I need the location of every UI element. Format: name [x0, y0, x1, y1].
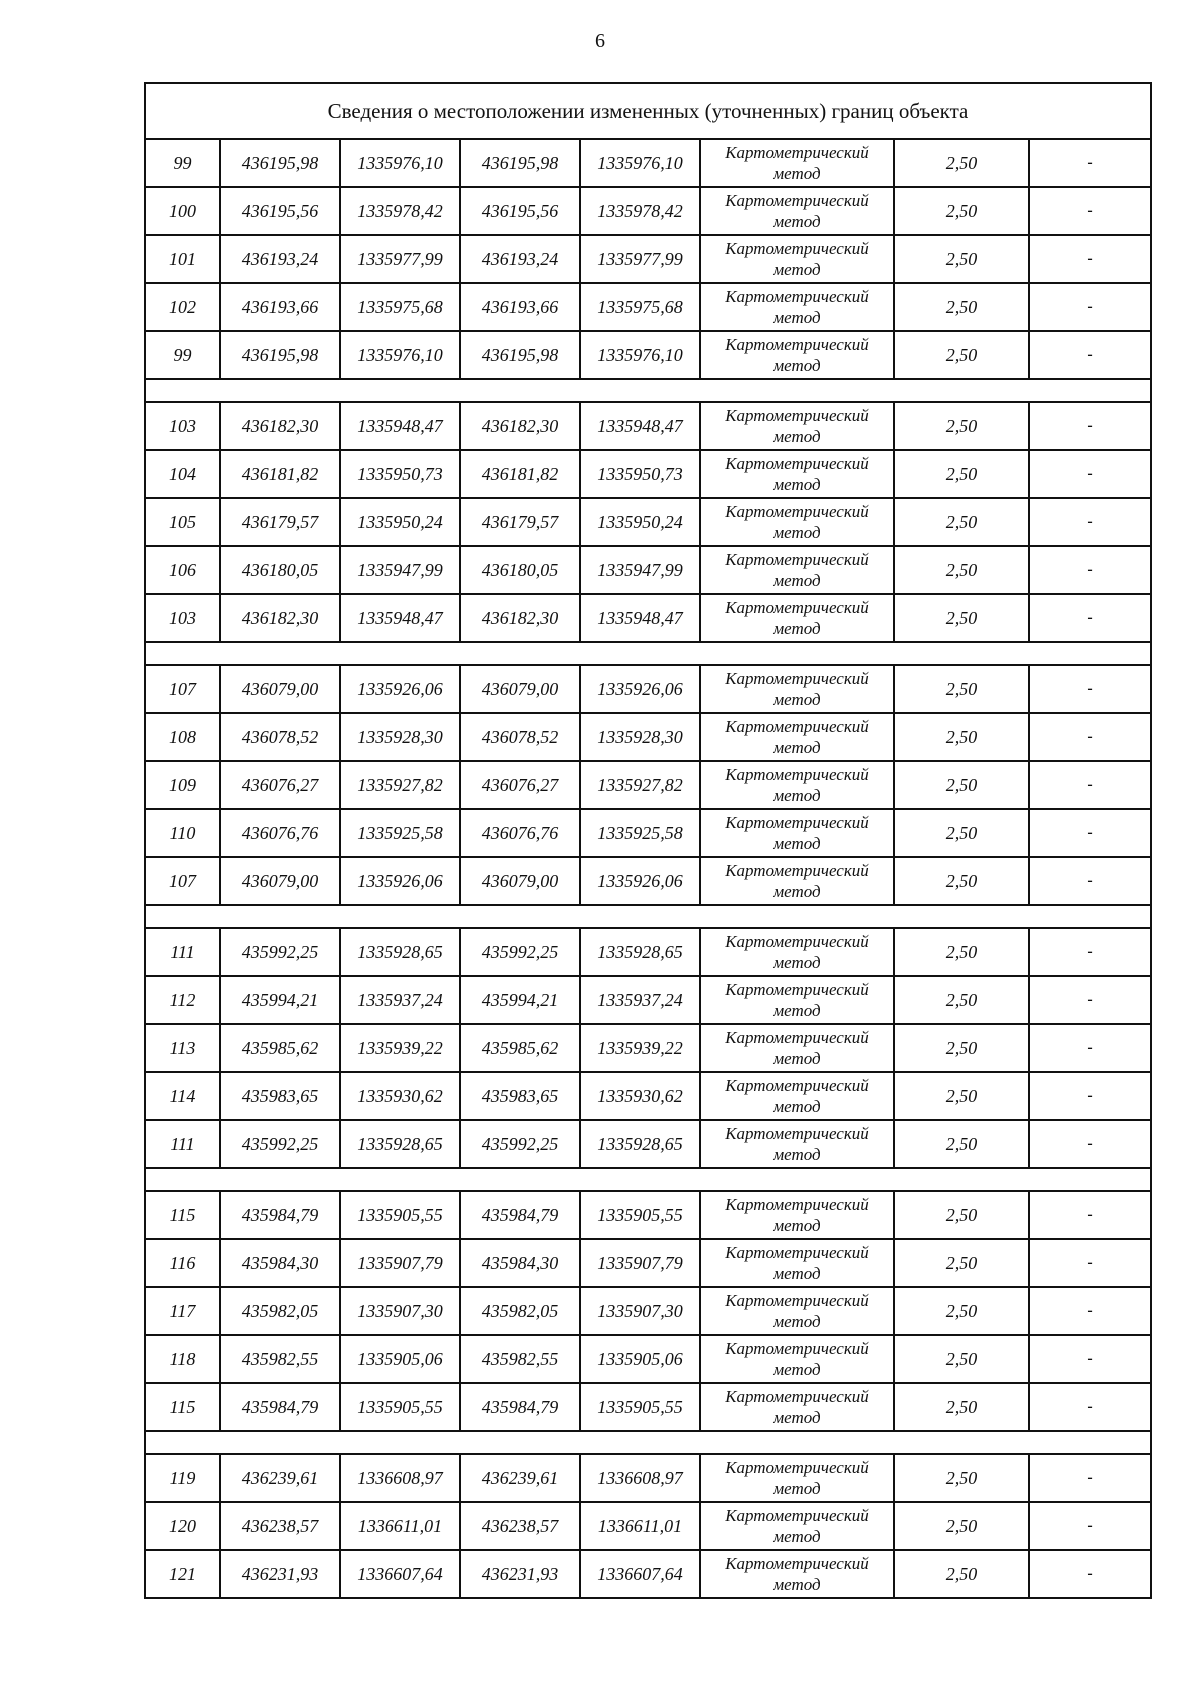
y-refined-cell: 1335905,55: [580, 1383, 700, 1431]
method-cell: Картометрический метод: [700, 402, 894, 450]
y-existing-cell: 1335948,47: [340, 594, 460, 642]
table-title-row: [145, 83, 1151, 139]
description-cell: -: [1029, 1287, 1151, 1335]
x-refined-cell: 436239,61: [460, 1454, 580, 1502]
description-cell: -: [1029, 761, 1151, 809]
table-row: [145, 187, 1151, 235]
table-row: [145, 450, 1151, 498]
accuracy-cell: 2,50: [894, 594, 1029, 642]
x-refined-cell: 435984,79: [460, 1191, 580, 1239]
description-cell: -: [1029, 139, 1151, 187]
y-refined-cell: 1335905,06: [580, 1335, 700, 1383]
method-cell: Картометрический метод: [700, 1120, 894, 1168]
y-existing-cell: 1335977,99: [340, 235, 460, 283]
x-refined-cell: 436195,56: [460, 187, 580, 235]
y-existing-cell: 1335978,42: [340, 187, 460, 235]
table-row: [145, 761, 1151, 809]
accuracy-cell: 2,50: [894, 1335, 1029, 1383]
method-cell: Картометрический метод: [700, 235, 894, 283]
point-number-cell: 118: [145, 1335, 220, 1383]
method-cell: Картометрический метод: [700, 1287, 894, 1335]
x-existing-cell: 435984,30: [220, 1239, 340, 1287]
y-existing-cell: 1335948,47: [340, 402, 460, 450]
description-cell: -: [1029, 1072, 1151, 1120]
y-refined-cell: 1335907,79: [580, 1239, 700, 1287]
table-row: [145, 1550, 1151, 1598]
description-cell: -: [1029, 713, 1151, 761]
group-separator: [145, 1168, 1151, 1191]
table-row: [145, 235, 1151, 283]
point-number-cell: 109: [145, 761, 220, 809]
method-cell: Картометрический метод: [700, 665, 894, 713]
accuracy-cell: 2,50: [894, 1120, 1029, 1168]
y-refined-cell: 1335928,65: [580, 928, 700, 976]
point-number-cell: 108: [145, 713, 220, 761]
table-row: [145, 928, 1151, 976]
table-row: [145, 976, 1151, 1024]
point-number-cell: 99: [145, 331, 220, 379]
y-existing-cell: 1335907,30: [340, 1287, 460, 1335]
group-separator: [145, 642, 1151, 665]
y-existing-cell: 1335905,55: [340, 1383, 460, 1431]
x-existing-cell: 435982,55: [220, 1335, 340, 1383]
x-refined-cell: 435984,30: [460, 1239, 580, 1287]
description-cell: -: [1029, 235, 1151, 283]
x-refined-cell: 436195,98: [460, 331, 580, 379]
y-refined-cell: 1335950,24: [580, 498, 700, 546]
method-cell: Картометрический метод: [700, 1335, 894, 1383]
description-cell: -: [1029, 1383, 1151, 1431]
description-cell: -: [1029, 665, 1151, 713]
description-cell: -: [1029, 546, 1151, 594]
group-separator-row: [145, 1168, 1151, 1191]
y-refined-cell: 1336608,97: [580, 1454, 700, 1502]
table-row: [145, 283, 1151, 331]
point-number-cell: 105: [145, 498, 220, 546]
accuracy-cell: 2,50: [894, 331, 1029, 379]
table-row: [145, 1502, 1151, 1550]
method-cell: Картометрический метод: [700, 594, 894, 642]
description-cell: -: [1029, 1335, 1151, 1383]
x-refined-cell: 436179,57: [460, 498, 580, 546]
y-refined-cell: 1335925,58: [580, 809, 700, 857]
point-number-cell: 121: [145, 1550, 220, 1598]
y-existing-cell: 1335976,10: [340, 331, 460, 379]
y-refined-cell: 1336607,64: [580, 1550, 700, 1598]
y-existing-cell: 1336611,01: [340, 1502, 460, 1550]
accuracy-cell: 2,50: [894, 1239, 1029, 1287]
table-row: [145, 1335, 1151, 1383]
y-existing-cell: 1335947,99: [340, 546, 460, 594]
y-existing-cell: 1335975,68: [340, 283, 460, 331]
boundary-coordinates-table: [144, 82, 1152, 1599]
table-title: Сведения о местоположении измененных (уточненных) границ объекта: [145, 83, 1151, 139]
accuracy-cell: 2,50: [894, 761, 1029, 809]
x-refined-cell: 436181,82: [460, 450, 580, 498]
description-cell: -: [1029, 1191, 1151, 1239]
method-cell: Картометрический метод: [700, 928, 894, 976]
accuracy-cell: 2,50: [894, 1024, 1029, 1072]
x-existing-cell: 436076,76: [220, 809, 340, 857]
x-existing-cell: 435982,05: [220, 1287, 340, 1335]
y-existing-cell: 1335930,62: [340, 1072, 460, 1120]
x-refined-cell: 436193,66: [460, 283, 580, 331]
y-existing-cell: 1335907,79: [340, 1239, 460, 1287]
y-existing-cell: 1336608,97: [340, 1454, 460, 1502]
method-cell: Картометрический метод: [700, 498, 894, 546]
point-number-cell: 111: [145, 928, 220, 976]
x-existing-cell: 436195,56: [220, 187, 340, 235]
group-separator-row: [145, 1431, 1151, 1454]
point-number-cell: 102: [145, 283, 220, 331]
table-row: [145, 857, 1151, 905]
description-cell: -: [1029, 450, 1151, 498]
accuracy-cell: 2,50: [894, 713, 1029, 761]
x-refined-cell: 436079,00: [460, 857, 580, 905]
x-refined-cell: 436193,24: [460, 235, 580, 283]
x-refined-cell: 435992,25: [460, 928, 580, 976]
y-existing-cell: 1335928,65: [340, 928, 460, 976]
point-number-cell: 103: [145, 594, 220, 642]
accuracy-cell: 2,50: [894, 809, 1029, 857]
method-cell: Картометрический метод: [700, 857, 894, 905]
x-refined-cell: 436182,30: [460, 594, 580, 642]
description-cell: -: [1029, 498, 1151, 546]
x-existing-cell: 436079,00: [220, 665, 340, 713]
y-refined-cell: 1335930,62: [580, 1072, 700, 1120]
y-refined-cell: 1335926,06: [580, 857, 700, 905]
accuracy-cell: 2,50: [894, 283, 1029, 331]
table-row: [145, 1383, 1151, 1431]
y-existing-cell: 1335950,73: [340, 450, 460, 498]
x-existing-cell: 436195,98: [220, 139, 340, 187]
table-row: [145, 1120, 1151, 1168]
method-cell: Картометрический метод: [700, 1239, 894, 1287]
accuracy-cell: 2,50: [894, 546, 1029, 594]
y-refined-cell: 1335907,30: [580, 1287, 700, 1335]
accuracy-cell: 2,50: [894, 1550, 1029, 1598]
accuracy-cell: 2,50: [894, 1383, 1029, 1431]
point-number-cell: 111: [145, 1120, 220, 1168]
point-number-cell: 101: [145, 235, 220, 283]
x-refined-cell: 435992,25: [460, 1120, 580, 1168]
x-existing-cell: 435994,21: [220, 976, 340, 1024]
y-refined-cell: 1335975,68: [580, 283, 700, 331]
point-number-cell: 116: [145, 1239, 220, 1287]
description-cell: -: [1029, 1502, 1151, 1550]
x-existing-cell: 435984,79: [220, 1383, 340, 1431]
description-cell: -: [1029, 809, 1151, 857]
description-cell: -: [1029, 928, 1151, 976]
x-existing-cell: 435984,79: [220, 1191, 340, 1239]
y-refined-cell: 1335948,47: [580, 402, 700, 450]
accuracy-cell: 2,50: [894, 1072, 1029, 1120]
accuracy-cell: 2,50: [894, 665, 1029, 713]
accuracy-cell: 2,50: [894, 450, 1029, 498]
x-existing-cell: 436193,66: [220, 283, 340, 331]
method-cell: Картометрический метод: [700, 1454, 894, 1502]
y-refined-cell: 1335978,42: [580, 187, 700, 235]
y-refined-cell: 1335926,06: [580, 665, 700, 713]
accuracy-cell: 2,50: [894, 857, 1029, 905]
x-refined-cell: 435982,05: [460, 1287, 580, 1335]
accuracy-cell: 2,50: [894, 976, 1029, 1024]
accuracy-cell: 2,50: [894, 1191, 1029, 1239]
group-separator: [145, 379, 1151, 402]
x-existing-cell: 436180,05: [220, 546, 340, 594]
description-cell: -: [1029, 976, 1151, 1024]
x-refined-cell: 436079,00: [460, 665, 580, 713]
table-row: [145, 809, 1151, 857]
description-cell: -: [1029, 402, 1151, 450]
y-refined-cell: 1335928,30: [580, 713, 700, 761]
accuracy-cell: 2,50: [894, 1287, 1029, 1335]
method-cell: Картометрический метод: [700, 761, 894, 809]
x-existing-cell: 436182,30: [220, 402, 340, 450]
description-cell: -: [1029, 1454, 1151, 1502]
method-cell: Картометрический метод: [700, 1024, 894, 1072]
page-number: 6: [595, 30, 605, 52]
x-existing-cell: 436195,98: [220, 331, 340, 379]
point-number-cell: 104: [145, 450, 220, 498]
table-row: [145, 1191, 1151, 1239]
method-cell: Картометрический метод: [700, 1191, 894, 1239]
x-refined-cell: 436076,76: [460, 809, 580, 857]
table-row: [145, 594, 1151, 642]
x-refined-cell: 435984,79: [460, 1383, 580, 1431]
x-refined-cell: 435994,21: [460, 976, 580, 1024]
table-row: [145, 546, 1151, 594]
accuracy-cell: 2,50: [894, 235, 1029, 283]
description-cell: -: [1029, 331, 1151, 379]
x-refined-cell: 436076,27: [460, 761, 580, 809]
method-cell: Картометрический метод: [700, 331, 894, 379]
point-number-cell: 115: [145, 1383, 220, 1431]
x-refined-cell: 435983,65: [460, 1072, 580, 1120]
point-number-cell: 103: [145, 402, 220, 450]
method-cell: Картометрический метод: [700, 139, 894, 187]
table-row: [145, 402, 1151, 450]
x-existing-cell: 436239,61: [220, 1454, 340, 1502]
method-cell: Картометрический метод: [700, 1072, 894, 1120]
y-existing-cell: 1335925,58: [340, 809, 460, 857]
description-cell: -: [1029, 594, 1151, 642]
y-refined-cell: 1335976,10: [580, 139, 700, 187]
y-existing-cell: 1335926,06: [340, 665, 460, 713]
point-number-cell: 115: [145, 1191, 220, 1239]
point-number-cell: 113: [145, 1024, 220, 1072]
y-existing-cell: 1335950,24: [340, 498, 460, 546]
accuracy-cell: 2,50: [894, 1502, 1029, 1550]
point-number-cell: 106: [145, 546, 220, 594]
point-number-cell: 99: [145, 139, 220, 187]
point-number-cell: 119: [145, 1454, 220, 1502]
point-number-cell: 107: [145, 665, 220, 713]
description-cell: -: [1029, 1550, 1151, 1598]
accuracy-cell: 2,50: [894, 498, 1029, 546]
point-number-cell: 120: [145, 1502, 220, 1550]
accuracy-cell: 2,50: [894, 1454, 1029, 1502]
table-row: [145, 665, 1151, 713]
y-refined-cell: 1335950,73: [580, 450, 700, 498]
table-row: [145, 139, 1151, 187]
point-number-cell: 107: [145, 857, 220, 905]
table-row: [145, 713, 1151, 761]
y-existing-cell: 1335926,06: [340, 857, 460, 905]
x-existing-cell: 435983,65: [220, 1072, 340, 1120]
y-refined-cell: 1335976,10: [580, 331, 700, 379]
table-row: [145, 498, 1151, 546]
accuracy-cell: 2,50: [894, 139, 1029, 187]
y-existing-cell: 1336607,64: [340, 1550, 460, 1598]
y-existing-cell: 1335928,65: [340, 1120, 460, 1168]
y-refined-cell: 1335948,47: [580, 594, 700, 642]
x-refined-cell: 436180,05: [460, 546, 580, 594]
table-row: [145, 331, 1151, 379]
description-cell: -: [1029, 283, 1151, 331]
x-existing-cell: 436078,52: [220, 713, 340, 761]
group-separator-row: [145, 642, 1151, 665]
x-existing-cell: 436181,82: [220, 450, 340, 498]
y-refined-cell: 1335905,55: [580, 1191, 700, 1239]
x-existing-cell: 436231,93: [220, 1550, 340, 1598]
point-number-cell: 100: [145, 187, 220, 235]
description-cell: -: [1029, 1120, 1151, 1168]
table-row: [145, 1239, 1151, 1287]
x-refined-cell: 436182,30: [460, 402, 580, 450]
x-refined-cell: 435982,55: [460, 1335, 580, 1383]
method-cell: Картометрический метод: [700, 1383, 894, 1431]
y-refined-cell: 1335937,24: [580, 976, 700, 1024]
method-cell: Картометрический метод: [700, 1550, 894, 1598]
accuracy-cell: 2,50: [894, 402, 1029, 450]
point-number-cell: 112: [145, 976, 220, 1024]
x-refined-cell: 436195,98: [460, 139, 580, 187]
y-existing-cell: 1335905,06: [340, 1335, 460, 1383]
method-cell: Картометрический метод: [700, 976, 894, 1024]
x-existing-cell: 436193,24: [220, 235, 340, 283]
y-refined-cell: 1336611,01: [580, 1502, 700, 1550]
point-number-cell: 114: [145, 1072, 220, 1120]
x-existing-cell: 436076,27: [220, 761, 340, 809]
x-existing-cell: 436179,57: [220, 498, 340, 546]
x-existing-cell: 436079,00: [220, 857, 340, 905]
method-cell: Картометрический метод: [700, 450, 894, 498]
description-cell: -: [1029, 1239, 1151, 1287]
method-cell: Картометрический метод: [700, 187, 894, 235]
method-cell: Картометрический метод: [700, 809, 894, 857]
table-row: [145, 1454, 1151, 1502]
group-separator: [145, 905, 1151, 928]
y-refined-cell: 1335939,22: [580, 1024, 700, 1072]
y-refined-cell: 1335947,99: [580, 546, 700, 594]
description-cell: -: [1029, 857, 1151, 905]
y-existing-cell: 1335905,55: [340, 1191, 460, 1239]
x-existing-cell: 435992,25: [220, 928, 340, 976]
method-cell: Картометрический метод: [700, 1502, 894, 1550]
table-row: [145, 1024, 1151, 1072]
x-refined-cell: 436078,52: [460, 713, 580, 761]
y-existing-cell: 1335976,10: [340, 139, 460, 187]
table-row: [145, 1287, 1151, 1335]
y-refined-cell: 1335977,99: [580, 235, 700, 283]
y-refined-cell: 1335928,65: [580, 1120, 700, 1168]
description-cell: -: [1029, 187, 1151, 235]
group-separator-row: [145, 905, 1151, 928]
y-existing-cell: 1335939,22: [340, 1024, 460, 1072]
x-refined-cell: 436238,57: [460, 1502, 580, 1550]
x-existing-cell: 436182,30: [220, 594, 340, 642]
accuracy-cell: 2,50: [894, 928, 1029, 976]
x-existing-cell: 436238,57: [220, 1502, 340, 1550]
point-number-cell: 117: [145, 1287, 220, 1335]
table-body: [145, 83, 1151, 1598]
x-existing-cell: 435992,25: [220, 1120, 340, 1168]
method-cell: Картометрический метод: [700, 713, 894, 761]
x-refined-cell: 435985,62: [460, 1024, 580, 1072]
group-separator: [145, 1431, 1151, 1454]
table-row: [145, 1072, 1151, 1120]
y-refined-cell: 1335927,82: [580, 761, 700, 809]
point-number-cell: 110: [145, 809, 220, 857]
accuracy-cell: 2,50: [894, 187, 1029, 235]
y-existing-cell: 1335928,30: [340, 713, 460, 761]
method-cell: Картометрический метод: [700, 283, 894, 331]
y-existing-cell: 1335937,24: [340, 976, 460, 1024]
description-cell: -: [1029, 1024, 1151, 1072]
method-cell: Картометрический метод: [700, 546, 894, 594]
y-existing-cell: 1335927,82: [340, 761, 460, 809]
group-separator-row: [145, 379, 1151, 402]
x-existing-cell: 435985,62: [220, 1024, 340, 1072]
x-refined-cell: 436231,93: [460, 1550, 580, 1598]
